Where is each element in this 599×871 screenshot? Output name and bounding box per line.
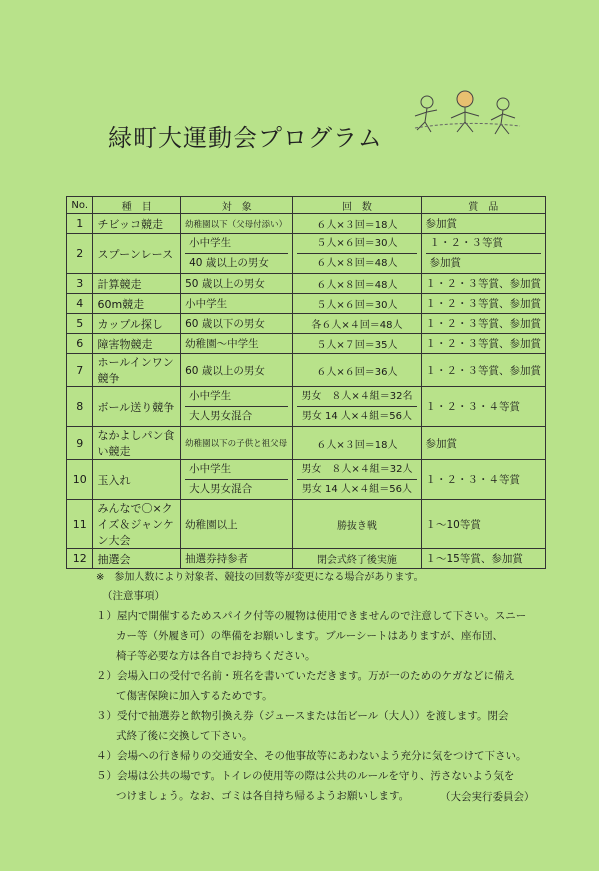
table-row [67,234,546,274]
table-row [67,387,546,427]
header-no: No. [67,197,93,214]
cell-event: スプーンレース [93,234,181,274]
cell-times [293,460,421,500]
cell-prize: １〜10等賞 [421,500,546,549]
cell-event: チビッコ競走 [93,214,181,234]
cell-target: 幼稚園〜中学生 [181,334,293,354]
times-line: 男女 14 人×４組＝56人 [297,479,416,499]
note-line: １）屋内で開催するためスパイク付等の履物は使用できませんので注意して下さい。スニー [96,610,527,622]
cell-prize: １・２・３・４等賞 [421,460,546,500]
cell-target: 60 歳以下の男女 [181,314,293,334]
times-line: 男女 ８人×４組＝32名 [301,391,413,402]
program-table [66,196,546,569]
target-line: 小中学生 [189,463,232,475]
times-line: ６人×８回＝48人 [297,253,416,273]
note-line: 式終了後に交換して下さい。 [116,730,253,742]
cell-times: ６人×６回＝36人 [293,354,421,387]
cell-prize: 参加賞 [421,214,546,234]
note-item [96,606,546,666]
cell-prize: １・２・３等賞、参加賞 [421,334,546,354]
note-line: ２）会場入口の受付で名前・班名を書いていただきます。万が一のためのケガなどに備え [96,670,515,682]
notes-heading: （注意事項） [102,590,165,602]
cell-no: 10 [67,460,93,500]
cell-no: 1 [67,214,93,234]
footnote: ※ 参加人数により対象者、競技の回数等が変更になる場合があります。 [96,572,424,583]
cell-event: 計算競走 [93,274,181,294]
children-running-illustration [405,90,525,140]
table-row [67,214,546,234]
note-line: ４）会場への行き帰りの交通安全、その他事故等にあわないよう充分に気をつけて下さい。 [96,750,527,762]
note-line: ３）受付で抽選券と飲物引換え券（ジュースまたは缶ビール（大人））を渡します。閉会 [96,710,509,722]
note-item [96,666,546,706]
table-row [67,427,546,460]
cell-target: 60 歳以上の男女 [181,354,293,387]
times-line: 男女 ８人×４組＝32人 [301,464,413,475]
program-table-body [67,214,546,569]
cell-times: ６人×３回＝18人 [293,427,421,460]
table-row [67,314,546,334]
note-line: て傷害保険に加入するためです。 [116,690,273,702]
cell-prize: １・２・３等賞、参加賞 [421,354,546,387]
times-line: 男女 14 人×４組＝56人 [297,406,416,426]
target-line: 大人男女混合 [185,406,288,426]
header-prize: 賞 品 [421,197,546,214]
cell-target: 抽選券持参者 [181,549,293,569]
cell-prize: １・２・３・４等賞 [421,387,546,427]
signature: （大会実行委員会） [440,791,535,803]
page-title: 緑町大運動会プログラム [108,124,383,152]
note-line: 椅子等必要な方は各自でお持ちください。 [116,650,316,662]
cell-target: 幼稚園以下の子供と祖父母 [181,427,293,460]
cell-times [293,234,421,274]
notes-section [96,586,546,806]
cell-event: みんなで〇×クイズ＆ジャンケン大会 [93,500,181,549]
cell-no: 6 [67,334,93,354]
cell-no: 8 [67,387,93,427]
table-row [67,500,546,549]
header-target: 対 象 [181,197,293,214]
cell-times: 勝抜き戦 [293,500,421,549]
cell-prize: １・２・３等賞、参加賞 [421,314,546,334]
target-line: 小中学生 [189,237,232,249]
cell-times: ５人×７回＝35人 [293,334,421,354]
note-item [96,746,546,766]
times-line: ５人×６回＝30人 [316,238,398,249]
cell-event: ボール送り競争 [93,387,181,427]
target-line: 小中学生 [189,390,232,402]
header-event: 種 目 [93,197,181,214]
note-line: ５）会場は公共の場です。トイレの使用等の際は公共のルールを守り、汚さないよう気を [96,770,515,782]
cell-target: 幼稚園以下（父母付添い） [181,214,293,234]
cell-target [181,234,293,274]
table-row [67,549,546,569]
cell-target: 50 歳以上の男女 [181,274,293,294]
cell-prize [421,234,546,274]
cell-no: 11 [67,500,93,549]
cell-no: 4 [67,294,93,314]
cell-target: 幼稚園以上 [181,500,293,549]
cell-event: カップル探し [93,314,181,334]
header-times: 回 数 [293,197,421,214]
cell-event: ホールインワン競争 [93,354,181,387]
cell-prize: １〜15等賞、参加賞 [421,549,546,569]
table-row [67,460,546,500]
cell-times: ６人×８回＝48人 [293,274,421,294]
cell-prize: １・２・３等賞、参加賞 [421,274,546,294]
cell-no: 9 [67,427,93,460]
cell-times: 各６人×４回＝48人 [293,314,421,334]
cell-prize: 参加賞 [421,427,546,460]
table-row [67,294,546,314]
cell-event: なかよしパン食い競走 [93,427,181,460]
prize-line: 参加賞 [426,253,542,273]
cell-times: ５人×６回＝30人 [293,294,421,314]
cell-target [181,460,293,500]
cell-no: 7 [67,354,93,387]
cell-event: 障害物競走 [93,334,181,354]
cell-no: 2 [67,234,93,274]
cell-times: 閉会式終了後実施 [293,549,421,569]
cell-target [181,387,293,427]
cell-times: ６人×３回＝18人 [293,214,421,234]
cell-event: 玉入れ [93,460,181,500]
cell-event: 抽選会 [93,549,181,569]
cell-event: 60m競走 [93,294,181,314]
table-row [67,354,546,387]
prize-line: １・２・３等賞 [429,237,503,249]
cell-prize: １・２・３等賞、参加賞 [421,294,546,314]
table-header-row [67,197,546,214]
cell-no: 3 [67,274,93,294]
target-line: 大人男女混合 [185,479,288,499]
cell-no: 5 [67,314,93,334]
cell-times [293,387,421,427]
notes-list [96,606,546,806]
cell-target: 小中学生 [181,294,293,314]
cell-no: 12 [67,549,93,569]
target-line: 40 歳以上の男女 [185,253,288,273]
table-row [67,334,546,354]
note-line: つけましょう。なお、ゴミは各自持ち帰るようお願いします。 [116,790,410,802]
table-row [67,274,546,294]
note-item [96,706,546,746]
note-line: カー等（外履き可）の準備をお願いします。ブルーシートはありますが、座布団、 [116,630,504,642]
